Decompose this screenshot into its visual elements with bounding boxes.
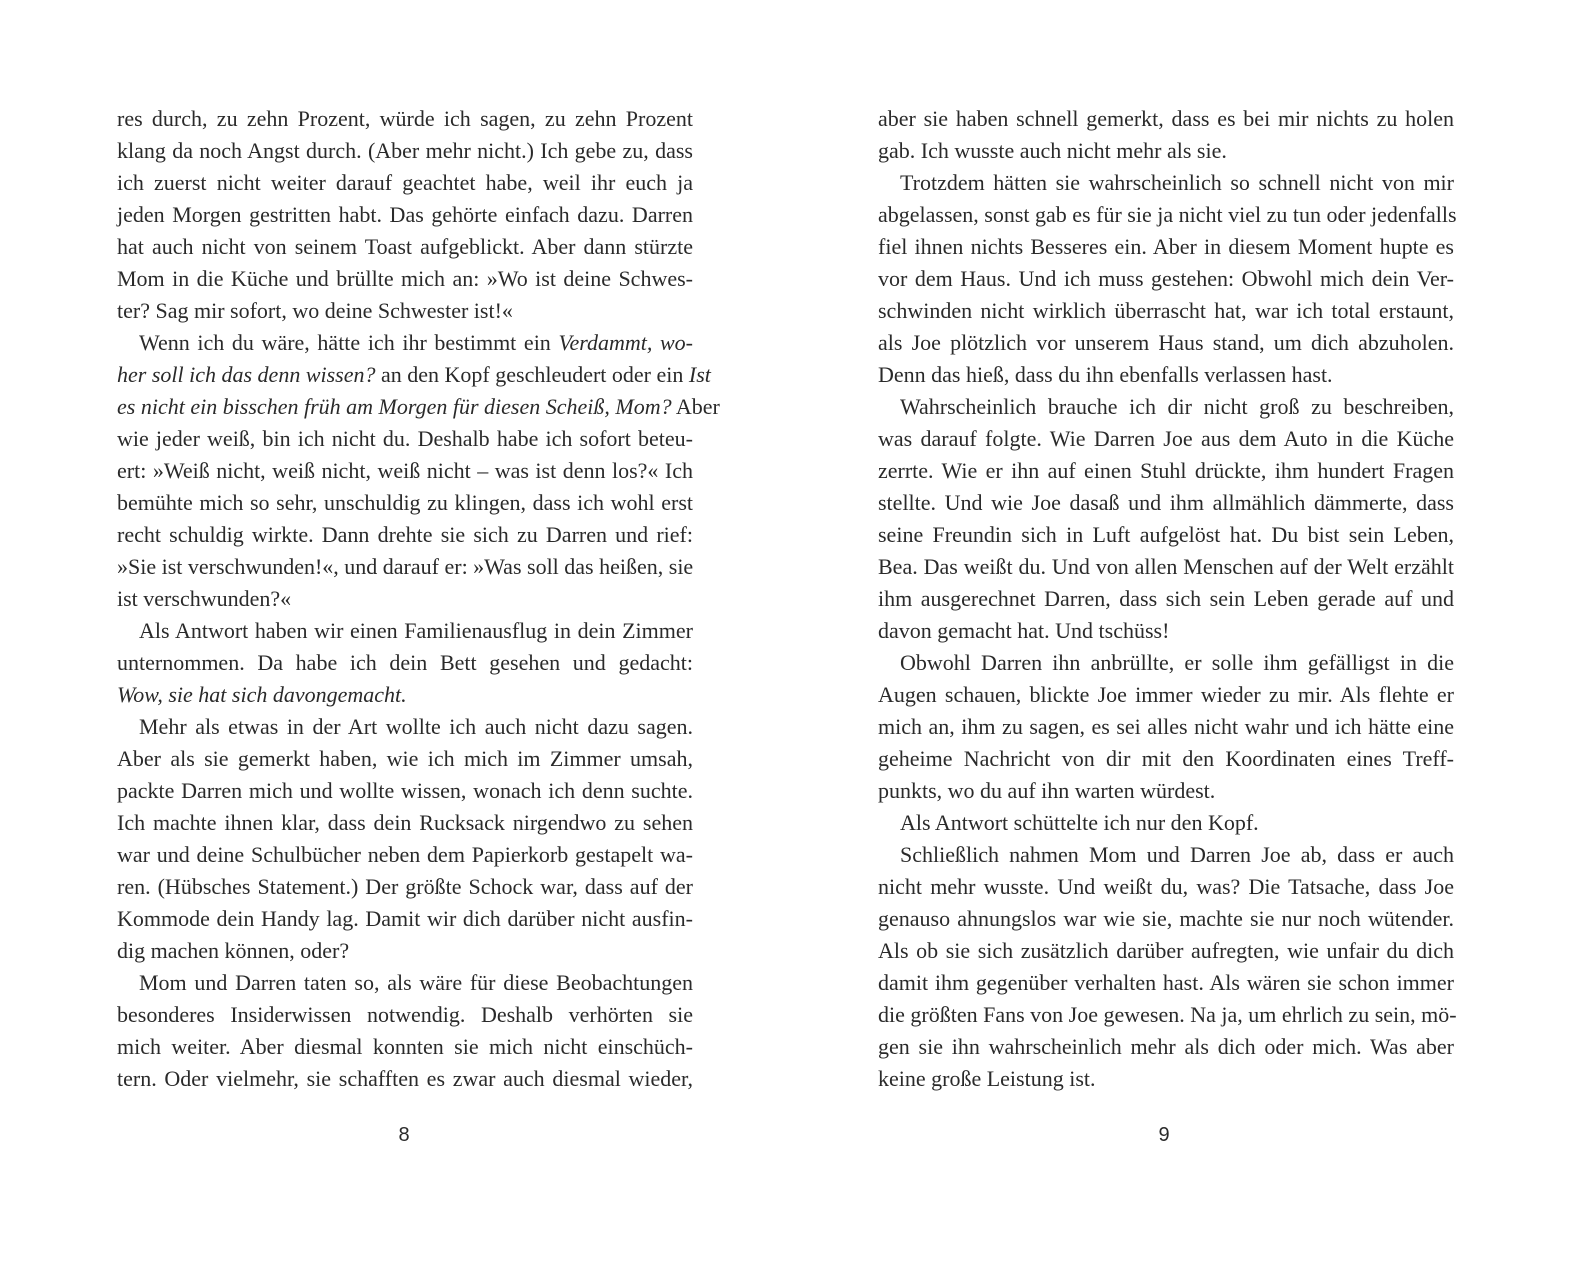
text-line: fiel ihnen nichts Besseres ein. Aber in diesem Moment hupte es xyxy=(878,234,1454,259)
text-line: recht schuldig wirkte. Dann drehte sie sich zu Darren und rief: xyxy=(117,522,693,547)
text-line: Bea. Das weißt du. Und von allen Menschen auf der Welt erzählt xyxy=(878,554,1454,579)
text-line: ich zuerst nicht weiter darauf geachtet habe, weil ihr euch ja xyxy=(117,170,693,195)
text-line: die größten Fans von Joe gewesen. Na ja, um ehrlich zu sein, mö- xyxy=(878,1002,1457,1027)
text-line: als Joe plötzlich vor unserem Haus stand, um dich abzuholen. xyxy=(878,330,1454,355)
text-line: nicht mehr wusste. Und weißt du, was? Die Tatsache, dass Joe xyxy=(878,874,1454,899)
text-line: Mom und Darren taten so, als wäre für diese Beobachtungen xyxy=(139,970,693,995)
text-line: packte Darren mich und wollte wissen, wonach ich denn suchte. xyxy=(117,778,693,803)
text-run: an den Kopf geschleudert oder ein xyxy=(375,362,689,387)
text-line: Schließlich nahmen Mom und Darren Joe ab, dass er auch xyxy=(900,842,1454,867)
text-line: Als Antwort haben wir einen Familienausflug in dein Zimmer xyxy=(139,618,693,643)
text-line: bemühte mich so sehr, unschuldig zu klingen, dass ich wohl erst xyxy=(117,490,693,515)
text-line: ert: »Weiß nicht, weiß nicht, weiß nicht – was ist denn los?« Ich xyxy=(117,458,693,483)
text-line: tern. Oder vielmehr, sie schafften es zwar auch diesmal wieder, xyxy=(117,1066,693,1091)
text-line: klang da noch Angst durch. (Aber mehr nicht.) Ich gebe zu, dass xyxy=(117,138,693,163)
text-line: mich an, ihm zu sagen, es sei alles nicht wahr und ich hätte eine xyxy=(878,714,1454,739)
text-line: Mehr als etwas in der Art wollte ich auch nicht dazu sagen. xyxy=(139,714,693,739)
text-line: Wahrscheinlich brauche ich dir nicht groß zu beschreiben, xyxy=(900,394,1454,419)
text-line: stellte. Und wie Joe dasaß und ihm allmählich dämmerte, dass xyxy=(878,490,1454,515)
text-line: dig machen können, oder? xyxy=(117,938,350,963)
text-line: Als ob sie sich zusätzlich darüber aufregten, wie unfair du dich xyxy=(878,938,1454,963)
text-line: Obwohl Darren ihn anbrüllte, er solle ihm gefälligst in die xyxy=(900,650,1454,675)
text-line: wie jeder weiß, bin ich nicht du. Deshalb habe ich sofort beteu- xyxy=(117,426,693,451)
left-page xyxy=(117,103,720,1095)
text-line xyxy=(117,327,693,359)
text-line: zerrte. Wie er ihn auf einen Stuhl drückte, ihm hundert Fragen xyxy=(878,458,1454,483)
text-line: ren. (Hübsches Statement.) Der größte Schock war, dass auf der xyxy=(117,874,693,899)
text-line: hat auch nicht von seinem Toast aufgeblickt. Aber dann stürzte xyxy=(117,234,693,259)
text-line: geheime Nachricht von dir mit den Koordinaten eines Treff- xyxy=(878,746,1454,771)
text-run: Aber xyxy=(671,394,720,419)
text-line: davon gemacht hat. Und tschüss! xyxy=(878,618,1170,643)
text-line xyxy=(117,391,720,423)
text-line: gen sie ihn wahrscheinlich mehr als dich oder mich. Was aber xyxy=(878,1034,1454,1059)
text-line: besonderes Insiderwissen notwendig. Deshalb verhörten sie xyxy=(117,1002,693,1027)
text-line: war und deine Schulbücher neben dem Papierkorb gestapelt wa- xyxy=(117,842,693,867)
text-line: abgelassen, sonst gab es für sie ja nicht viel zu tun oder jedenfalls xyxy=(878,202,1457,227)
text-line: Kommode dein Handy lag. Damit wir dich darüber nicht ausfin- xyxy=(117,906,693,931)
text-line: damit ihm gegenüber verhalten hast. Als wären sie schon immer xyxy=(878,970,1454,995)
text-line: schwinden nicht wirklich überrascht hat, war ich total erstaunt, xyxy=(878,298,1454,323)
page-number-right: 9 xyxy=(1158,1124,1170,1146)
text-line: keine große Leistung ist. xyxy=(878,1066,1096,1091)
italic-text-run: Verdammt, wo- xyxy=(558,330,693,355)
text-line: Aber als sie gemerkt haben, wie ich mich im Zimmer umsah, xyxy=(117,746,693,771)
text-line xyxy=(117,679,693,711)
page-number-left: 8 xyxy=(398,1124,410,1146)
text-line: ter? Sag mir sofort, wo deine Schwester ist!« xyxy=(117,298,513,323)
text-line: unternommen. Da habe ich dein Bett gesehen und gedacht: xyxy=(117,650,693,675)
right-page xyxy=(878,103,1457,1095)
text-line: vor dem Haus. Und ich muss gestehen: Obwohl mich dein Ver- xyxy=(878,266,1454,291)
text-line: Augen schauen, blickte Joe immer wieder zu mir. Als flehte er xyxy=(878,682,1454,707)
text-line: »Sie ist verschwunden!«, und darauf er: »Was soll das heißen, sie xyxy=(117,554,694,579)
text-line: jeden Morgen gestritten habt. Das gehörte einfach dazu. Darren xyxy=(117,202,693,227)
italic-text-run: Wow, sie hat sich davongemacht. xyxy=(117,682,407,707)
text-line xyxy=(117,359,711,391)
italic-text-run: Ist xyxy=(688,362,711,387)
text-line: aber sie haben schnell gemerkt, dass es bei mir nichts zu holen xyxy=(878,106,1454,131)
italic-text-run: es nicht ein bisschen früh am Morgen für diesen Scheiß, Mom? xyxy=(117,394,672,419)
text-line: punkts, wo du auf ihn warten würdest. xyxy=(878,778,1216,803)
text-line: Als Antwort schüttelte ich nur den Kopf. xyxy=(900,810,1259,835)
text-line: Denn das hieß, dass du ihn ebenfalls verlassen hast. xyxy=(878,362,1333,387)
text-line: gab. Ich wusste auch nicht mehr als sie. xyxy=(878,138,1227,163)
text-line: Trotzdem hätten sie wahrscheinlich so schnell nicht von mir xyxy=(900,170,1454,195)
text-line: ist verschwunden?« xyxy=(117,586,292,611)
text-run: Wenn ich du wäre, hätte ich ihr bestimmt ein xyxy=(139,330,559,355)
text-line: genauso ahnungslos war wie sie, machte sie nur noch wütender. xyxy=(878,906,1454,931)
text-line: mich weiter. Aber diesmal konnten sie mich nicht einschüch- xyxy=(117,1034,693,1059)
text-line: Ich machte ihnen klar, dass dein Rucksack nirgendwo zu sehen xyxy=(117,810,693,835)
italic-text-run: her soll ich das denn wissen? xyxy=(117,362,376,387)
text-line: Mom in die Küche und brüllte mich an: »Wo ist deine Schwes- xyxy=(117,266,693,291)
text-line: was darauf folgte. Wie Darren Joe aus dem Auto in die Küche xyxy=(878,426,1454,451)
text-line: seine Freundin sich in Luft aufgelöst hat. Du bist sein Leben, xyxy=(878,522,1454,547)
text-line: res durch, zu zehn Prozent, würde ich sagen, zu zehn Prozent xyxy=(117,106,693,131)
text-line: ihm ausgerechnet Darren, dass sich sein Leben gerade auf und xyxy=(878,586,1454,611)
